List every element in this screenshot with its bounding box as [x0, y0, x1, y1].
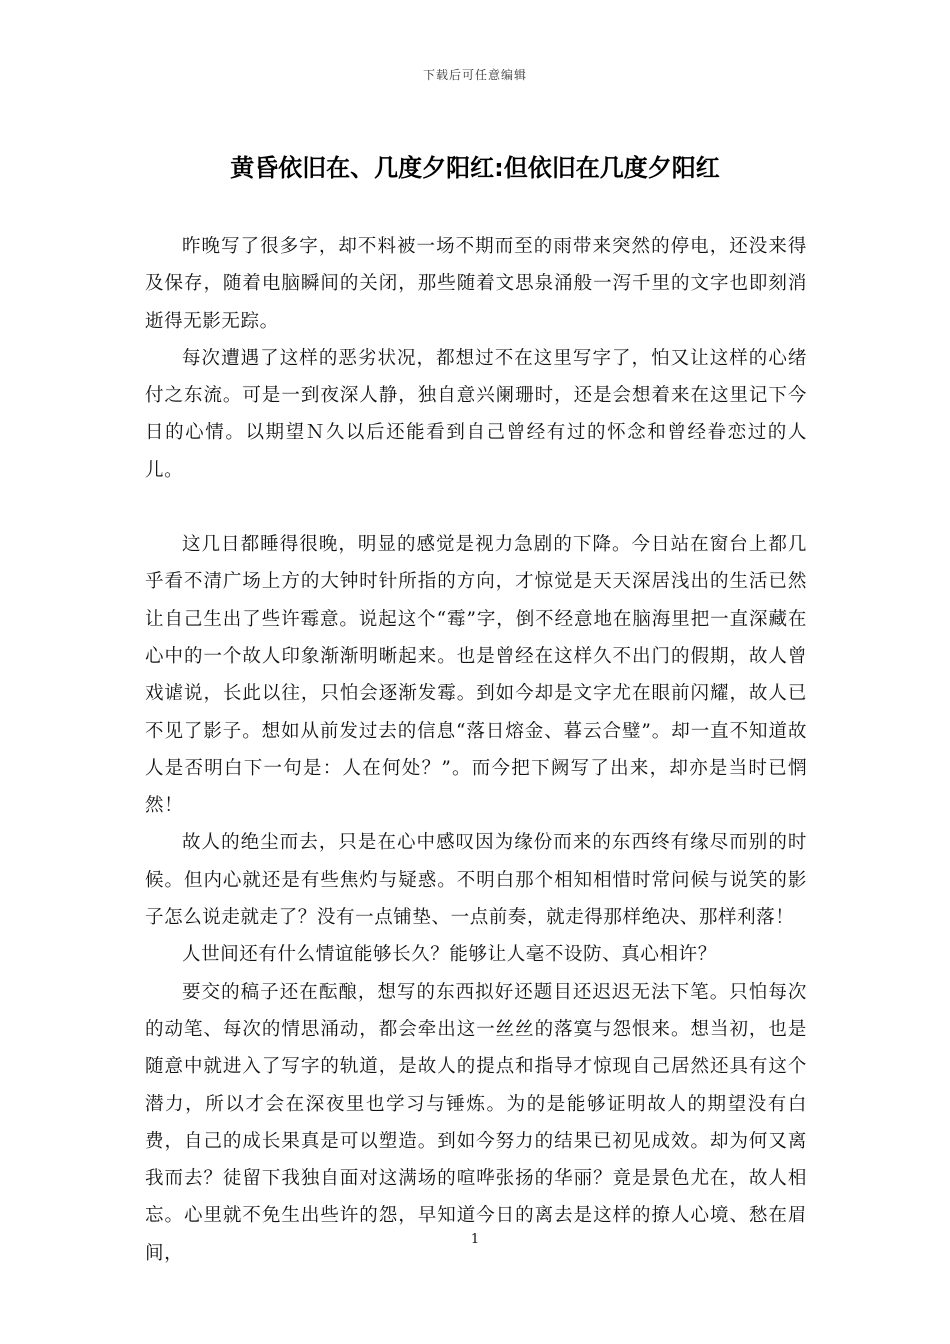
page-header-note: 下载后可任意编辑	[422, 68, 527, 82]
document-body	[145, 228, 807, 1272]
page-number: 1	[470, 1232, 480, 1247]
paragraph-1: 昨晚写了很多字，却不料被一场不期而至的雨带来突然的停电，还没来得及保存，随着电脑瞬间的关闭，那些随着文思泉涌般一泻千里的文字也即刻消逝得无影无踪。	[145, 236, 807, 332]
paragraph-5: 人世间还有什么情谊能够长久？能够让人毫不设防、真心相许？	[182, 944, 717, 966]
document-title: 黄昏依旧在、几度夕阳红:但依旧在几度夕阳红	[230, 154, 720, 182]
paragraph-2: 每次遭遇了这样的恶劣状况，都想过不在这里写字了，怕又让这样的心绪付之东流。可是一到夜深人静，独自意兴阑珊时，还是会想着来在这里记下今日的心情。以期望Ｎ久以后还能看到自己曾经有过的怀念和曾经眷恋过的人儿。	[145, 347, 807, 481]
paragraph-3: 这几日都睡得很晚，明显的感觉是视力急剧的下降。今日站在窗台上都几乎看不清广场上方的大钟时针所指的方向，才惊觉是天天深居浅出的生活已然让自己生出了些许霉意。说起这个“霉”字，倒不经意地在脑海里把一直深藏在心中的一个故人印象渐渐明晰起来。也是曾经在这样久不出门的假期，故人曾戏谑说，长此以往，只怕会逐渐发霉。到如今却是文字尤在眼前闪耀，故人已不见了影子。想如从前发过去的信息“落日熔金、暮云合璧”。却一直不知道故人是否明白下一句是：人在何处？”。而今把下阙写了出来，却亦是当时已惘然！	[145, 534, 807, 817]
paragraph-6: 要交的稿子还在酝酿，想写的东西拟好还题目还迟迟无法下笔。只怕每次的动笔、每次的情思涌动，都会牵出这一丝丝的落寞与怨恨来。想当初，也是随意中就进入了写字的轨道，是故人的提点和指导才惊现自己居然还具有这个潜力，所以才会在深夜里也学习与锤炼。为的是能够证明故人的期望没有白费，自己的成长果真是可以塑造。到如今努力的结果已初见成效。却为何又离我而去？徒留下我独自面对这满场的喧哗张扬的华丽？竟是景色尤在，故人相忘。心里就不免生出些许的怨，早知道今日的离去是这样的撩人心境、愁在眉间，	[145, 981, 807, 1264]
paragraph-4: 故人的绝尘而去，只是在心中感叹因为缘份而来的东西终有缘尽而别的时候。但内心就还是有些焦灼与疑惑。不明白那个相知相惜时常问候与说笑的影子怎么说走就走了？没有一点铺垫、一点前奏，就走得那样绝决、那样利落！	[145, 832, 807, 929]
